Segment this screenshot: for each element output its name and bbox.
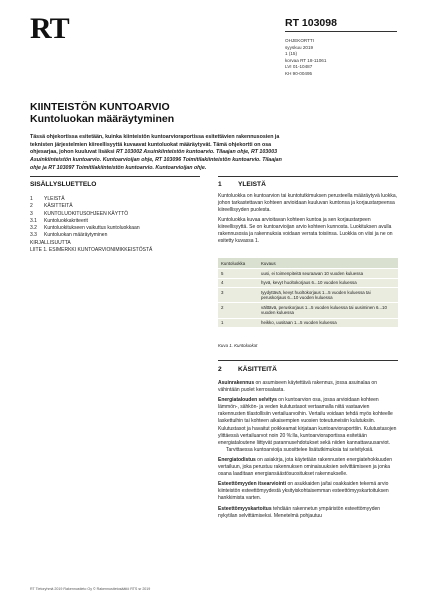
section2-heading: 2 KÄSITTEITÄ (218, 366, 277, 373)
table-row: 2 välttävä, peruskorjaus 1...5 vuoden kuluessa tai uusiminen 6...10 vuoden kuluessa (218, 303, 398, 318)
section1-paragraph: Kuntoluokka kuvaa arvioitavan kohteen kuntoa ja sen korjaustarpeen kiireellisyyttä. Se on kuntoarvioijan arvio kohteen kunnosta. Luokituksen avulla rakennusosia ja rakennuksia voidaan verrata toisiinsa. Luokkia on viisi ja ne on esitetty kuvassa 1. (218, 216, 393, 245)
toc-item[interactable]: 2 KÄSITTEITÄ (30, 203, 73, 210)
meta-line: OHJEKORTTI (285, 38, 315, 43)
table-row: 1 heikko, uusitaan 1...5 vuoden kuluessa (218, 318, 398, 327)
table-row: 5 uusi, ei toimenpiteitä seuraavan 10 vuoden kuluessa (218, 269, 398, 279)
table-header-description: Kuvaus (258, 258, 398, 269)
definition-paragraph: Asuinrakennus on asumiseen käytettävä rakennus, jossa asuinalaa on vähintään puolet kerrosalasta. (218, 380, 377, 394)
toc-item[interactable]: LIITE 1. ESIMERKKI KUNTOARVIONIMIKKEISTÖSTÄ (30, 247, 153, 254)
section1-heading: 1 YLEISTÄ (218, 181, 266, 188)
definition-paragraph: Energiatodistus on asiakirja, jota käytetään rakennusten energiatehokkuuden vertailuun, joka perustuu rakennuksen ominaisuuksien selvittämiseen ja jonka osana laaditaan energiansäästösuositukset rakennukselle. (218, 456, 393, 478)
condition-class-table (218, 258, 398, 327)
toc-item[interactable]: KIRJALLISUUTTA (30, 239, 71, 246)
section1-body (218, 193, 398, 245)
definition-paragraph: Esteettömyyskartoitus tehdään rakennetun ympäristön esteettömyyden nykytilan selvittämiseksi. Menetelmä pohjautuu (218, 505, 381, 519)
toc-divider (30, 176, 200, 177)
toc-item[interactable]: 1 YLEISTÄ (30, 196, 65, 202)
document-id: RT 103098 (285, 17, 337, 29)
document-title: KIINTEISTÖN KUNTOARVIO (30, 101, 170, 113)
table-header-class: Kuntoluokka (218, 258, 258, 269)
meta-line: korvaa RT 18-11061 (285, 57, 327, 63)
rt-logo: RT (30, 12, 69, 45)
meta-line: 1 (15) (285, 51, 298, 57)
table-caption: Kuva 1. Kuntoluokat (218, 343, 258, 348)
section1-divider (218, 176, 398, 177)
toc-item[interactable]: 3.3 Kuntoluokan määräytyminen (30, 232, 108, 239)
definition-paragraph: Esteettömyyden itsearviointi on asukkaiden ja/tai osakkaiden tekemä arvio kiinteistön esteettömyydestä yksityiskohtaisemman esteettömyyskartoituksen hankkimista varten. (218, 481, 389, 502)
document-subtitle: Kuntoluokan määräytyminen (30, 113, 175, 125)
header-divider (285, 31, 397, 32)
section2-body (218, 380, 398, 523)
table-row: 4 hyvä, kevyt huoltokorjaus 6...10 vuoden kuluessa (218, 278, 398, 288)
table-row: 3 tyydyttävä, kevyt huoltokorjaus 1...5 vuoden kuluessa tai peruskorjaus 6...10 vuoden kuluessa (218, 288, 398, 303)
definition-paragraph: Tarvittaessa kuntoarvioija suosittelee lisätutkimuksia tai selvityksiä. (226, 446, 374, 453)
toc-item[interactable]: 3 KUNTOLUOKITUSOHJEEN KÄYTTÖ (30, 210, 129, 217)
page-footer: RT Tietoryhmä 2019 Rakennustieto Oy © Rakennustietosäätiö RTS sr 2019 (30, 587, 151, 591)
meta-line: KH 90-00495 (285, 70, 313, 76)
document-meta (285, 38, 326, 78)
definition-paragraph: Energiatalouden selvitys on kuntoarvion osa, jossa arvioidaan kohteen lämmön-, sähkön- ja veden kulutustasot vertaamalla niitä vastaavien rakennusten tilastollisiin vertailuarvoihin. Vertailu voidaan tehdä myös kohteelle laskettuihin tai kohteen aikaisempien vuosien toteutuneisiin kulutuksiin. Kulutustasot ja havaitut poikkeamat kirjataan kuntoarvioraporttiin. Kulutustasojen ylittäessä vertailuarvot noin 20 %:lla, kuntoarvioraportissa esitetään energiataloutene liittyvät parannusehdotukset sekä niiden kannattavuusarviot. (218, 397, 397, 446)
intro-references: RT 103002 Asuinkiinteistön kuntoarvio. Tilaajan ohje, RT 103003 Asuinkiinteistön kuntoarvio. Kuntoarvioijan ohje, RT 103096 Toimitilakiinteistön kuntoarvio. Tilaajan ohje ja RT 103097 Toimitilakiinteistön kuntoarvio. Kuntoarvioijan ohje. (30, 149, 282, 171)
section2-divider (218, 360, 398, 361)
meta-line: syyskuu 2019 (285, 44, 314, 50)
intro-text: Tässä ohjekortissa esitetään, kuinka kiinteistön kuntoarvioraportissa esitettävien rakennusosien ja teknisten järjestelmien kiireellisyyttä kuvaavat kuntoluokat määräytyvät. Tämä ohjekortti on osa ohjesarjaa, johon kuuluvat lisäksi (30, 134, 280, 156)
toc-heading: SISÄLLYSLUETTELO (30, 181, 97, 188)
table-of-contents (30, 196, 200, 254)
section1-paragraph: Kuntoluokka on kuntoarvion tai kuntotutkimuksen perusteella määräytyvä luokka, johon tarkastettavan kohteen arvioidaan kuuluvan kuntonsa ja korjaustarpeensa kiireellisyyden puolesta. (218, 193, 397, 214)
toc-item[interactable]: 3.1 Kuntoluokkakriteerit (30, 217, 88, 224)
intro-paragraph (30, 134, 292, 173)
meta-line: LVI 01-10487 (285, 64, 313, 70)
toc-item[interactable]: 3.2 Kuntoluokitukseen vaikuttus kuntoluokkaan (30, 225, 140, 232)
